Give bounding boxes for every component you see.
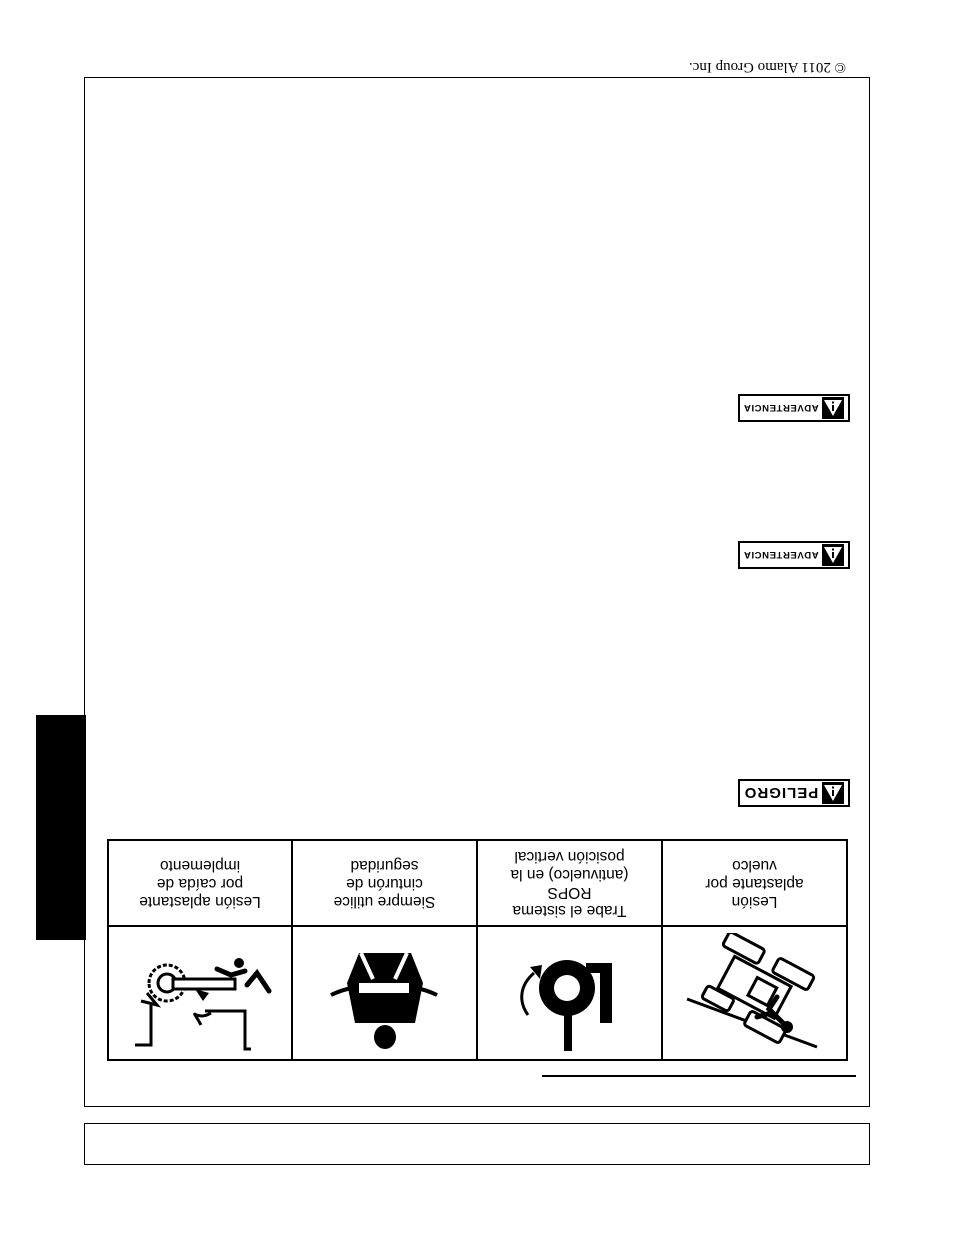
warning-word-1: ADVERTENCIA xyxy=(743,549,819,561)
decal-text-rops: Trabe el sistema ROPS (antivuelco) en la posición vertical xyxy=(510,848,629,919)
copyright-notice: © 2011 Alamo Group Inc. xyxy=(688,59,846,75)
warning-triangle-icon xyxy=(822,782,844,804)
warning-word-2: ADVERTENCIA xyxy=(743,402,819,414)
decal-text-implement: Lesión aplastante por caída de implemento xyxy=(139,857,261,910)
danger-label xyxy=(738,779,850,807)
rops-upright-icon xyxy=(495,933,645,1053)
warning-label-1 xyxy=(738,541,850,569)
section-side-tab xyxy=(36,715,86,940)
warning-triangle-icon xyxy=(822,544,844,566)
overturn-crush-icon xyxy=(680,933,830,1053)
decal-panel-rops xyxy=(476,841,661,1059)
decal-panel-seatbelt xyxy=(291,841,476,1059)
seatbelt-icon xyxy=(310,933,460,1053)
decal-panel-overturn xyxy=(661,841,846,1059)
page-header-box xyxy=(84,1123,870,1165)
warning-label-2 xyxy=(738,394,850,422)
implement-fall-icon xyxy=(125,933,275,1053)
warning-triangle-icon xyxy=(822,397,844,419)
decal-caption-rule xyxy=(542,1075,856,1077)
decal-text-seatbelt: Siempre utilice cinturón de seguridad xyxy=(333,857,436,910)
danger-word: PELIGRO xyxy=(743,784,819,802)
decal-panel-implement xyxy=(109,841,291,1059)
safety-decal-table xyxy=(107,839,848,1061)
decal-text-overturn: Lesión aplastante por vuelco xyxy=(705,857,804,910)
